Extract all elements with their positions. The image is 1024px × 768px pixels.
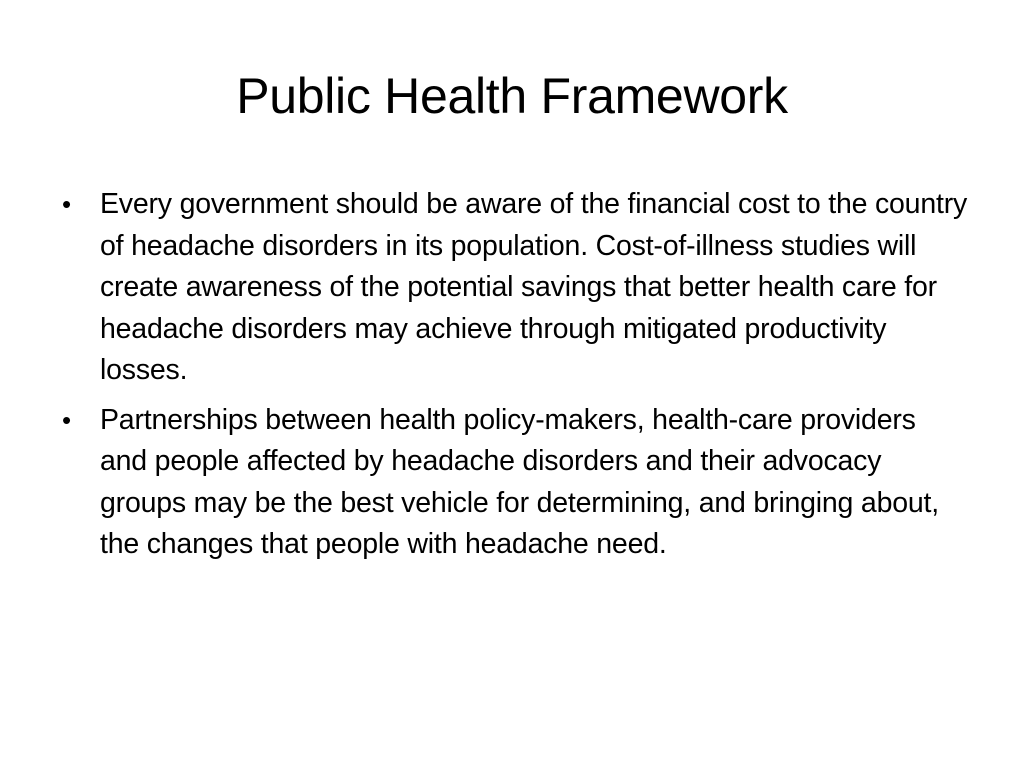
bullet-text: Partnerships between health policy-makers, health-care providers and people affected by headache disorders and their advocacy groups may be the best vehicle for determining, and bringing about, the changes that people with headache need. <box>100 403 939 560</box>
bullet-marker: • <box>62 189 71 219</box>
bullet-item <box>56 184 968 392</box>
bullet-text: Every government should be aware of the financial cost to the country of headache disorders in its population. Cost-of-illness studies will create awareness of the potential savings that better health care for headache disorders may achieve through mitigated productivity losses. <box>100 188 968 386</box>
bullet-list <box>56 184 968 574</box>
bullet-marker: • <box>62 404 71 435</box>
bullet-item <box>56 400 968 566</box>
slide-title: Public Health Framework <box>236 68 788 124</box>
